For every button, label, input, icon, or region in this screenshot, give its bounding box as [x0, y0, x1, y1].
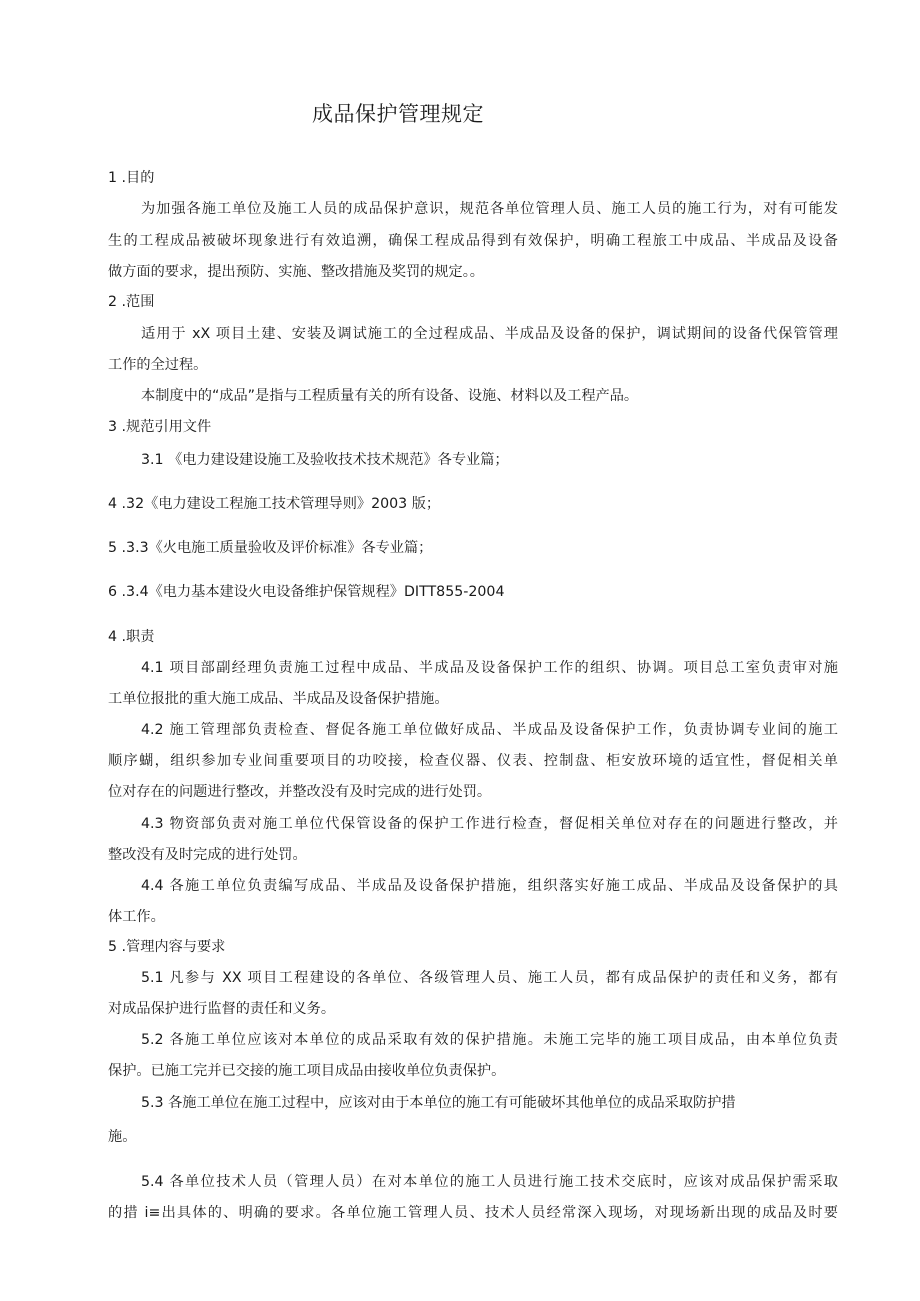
paragraph-line: 4.4 各施工单位负责编写成品、半成品及设备保护措施，组织落实好施工成品、半成品及设备保护的具: [141, 878, 838, 894]
paragraph-line: 做方面的要求，提出预防、实施、整改措施及奖罚的规定。。: [108, 264, 484, 280]
paragraph-line: 的措 i≡出具体的、明确的要求。各单位施工管理人员、技术人员经常深入现场，对现场新出现的成品及时要: [108, 1205, 838, 1221]
reference-item: 6 .3.4《电力基本建设火电设备维护保管规程》DITT855-2004: [108, 584, 505, 600]
page-title: 成品保护管理规定: [312, 102, 484, 126]
paragraph-line: 工单位报批的重大施工成品、半成品及设备保护措施。: [108, 691, 449, 707]
paragraph-line: 5.2 各施工单位应该对本单位的成品采取有效的保护措施。未施工完毕的施工项目成品，由本单位负责: [141, 1032, 838, 1048]
paragraph-line: 4.2 施工管理部负责检查、督促各施工单位做好成品、半成品及设备保护工作，负责协调专业间的施工: [141, 722, 838, 738]
paragraph-line: 施。: [108, 1129, 137, 1145]
paragraph-line: 位对存在的问题进行整改，并整改没有及时完成的进行处罚。: [108, 784, 492, 800]
paragraph-line: 顺序蝴，组织参加专业间重要项目的功咬接，检查仪器、仪表、控制盘、柜安放环境的适宜性，督促相关单: [108, 753, 838, 769]
paragraph-line: 5.4 各单位技术人员（管理人员）在对本单位的施工人员进行施工技术交底时，应该对成品保护需采取: [141, 1174, 838, 1190]
paragraph-line: 4.3 物资部负责对施工单位代保管设备的保护工作进行检查，督促相关单位对存在的问题进行整改，并: [141, 816, 838, 832]
paragraph-line: 工作的全过程。: [108, 357, 208, 373]
paragraph-line: 4.1 项目部副经理负责施工过程中成品、半成品及设备保护工作的组织、协调。项目总工室负责审对施: [141, 660, 838, 676]
paragraph-line: 5.3 各施工单位在施工过程中，应该对由于本单位的施工有可能破坏其他单位的成品采取防护措: [141, 1095, 736, 1111]
section-heading: 5 .管理内容与要求: [108, 939, 226, 955]
reference-item: 5 .3.3《火电施工质量验收及评价标准》各专业篇；: [108, 540, 433, 556]
section-heading: 4 .职责: [108, 629, 155, 645]
section-heading: 1 .目的: [108, 170, 155, 186]
paragraph-line: 保护。已施工完并已交接的施工项目成品由接收单位负责保护。: [108, 1063, 506, 1079]
reference-item: 4 .32《电力建设工程施工技术管理导则》2003 版；: [108, 496, 441, 512]
paragraph-line: 为加强各施工单位及施工人员的成品保护意识，规范各单位管理人员、施工人员的施工行为，对有可能发: [141, 201, 838, 217]
paragraph-line: 整改没有及时完成的进行处罚。: [108, 847, 307, 863]
reference-item: 3.1 《电力建设建设施工及验收技术技术规范》各专业篇；: [141, 452, 509, 468]
paragraph-line: 生的工程成品被破坏现象进行有效追溯，确保工程成品得到有效保护，明确工程旅工中成品、半成品及设备: [108, 233, 838, 249]
paragraph-line: 本制度中的“成品”是指与工程质量有关的所有设备、设施、材料以及工程产品。: [141, 388, 639, 404]
section-heading: 2 .范围: [108, 294, 155, 310]
paragraph-line: 体工作。: [108, 909, 165, 925]
paragraph-line: 适用于 xX 项目土建、安装及调试施工的全过程成品、半成品及设备的保护，调试期间的设备代保管管理: [141, 326, 838, 342]
paragraph-line: 对成品保护进行监督的责任和义务。: [108, 1001, 336, 1017]
section-heading: 3 .规范引用文件: [108, 419, 212, 435]
paragraph-line: 5.1 凡参与 XX 项目工程建设的各单位、各级管理人员、施工人员，都有成品保护的责任和义务，都有: [141, 970, 838, 986]
